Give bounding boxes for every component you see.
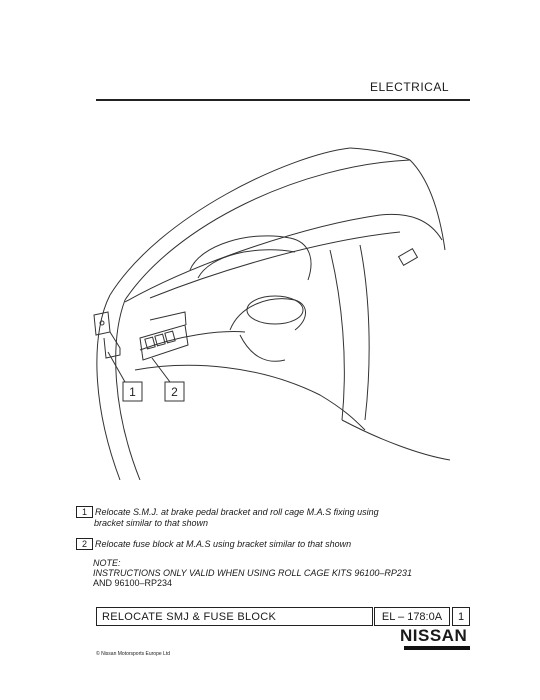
- step-1: [76, 506, 379, 529]
- note-line-1: INSTRUCTIONS ONLY VALID WHEN USING ROLL CAGE KITS 96100–RP231: [93, 568, 412, 578]
- binnacle: [190, 236, 311, 280]
- step-2: [76, 538, 351, 550]
- vent: [399, 249, 418, 266]
- step-2-text: Relocate fuse block at M.A.S using bracket similar to that shown: [95, 539, 352, 549]
- callout-1: 1: [129, 385, 136, 399]
- steering-column: [230, 299, 306, 330]
- step-1-text: Relocate S.M.J. at brake pedal bracket and roll cage M.A.S fixing using: [95, 507, 379, 517]
- windscreen-line: [110, 148, 350, 295]
- step-1-text-cont: bracket similar to that shown: [94, 518, 209, 528]
- copyright: © Nissan Motorsports Europe Ltd: [96, 651, 170, 657]
- note-line-2: AND 96100–RP234: [93, 578, 173, 588]
- center-console: [330, 250, 344, 420]
- note: [93, 558, 412, 588]
- page-number: 1: [452, 607, 470, 626]
- logo-bar: [404, 646, 470, 650]
- procedure-code: EL – 178:0A: [374, 607, 450, 626]
- section-title: ELECTRICAL: [370, 80, 450, 94]
- dashboard-diagram: [80, 120, 460, 480]
- nissan-logo: NISSAN: [400, 626, 468, 645]
- leader-2: [152, 358, 170, 382]
- step-1-number: 1: [76, 506, 93, 518]
- callout-2: 2: [171, 385, 178, 399]
- header-rule: [96, 99, 470, 101]
- step-2-number: 2: [76, 538, 93, 550]
- procedure-title: RELOCATE SMJ & FUSE BLOCK: [96, 607, 373, 626]
- note-label: NOTE:: [93, 558, 121, 568]
